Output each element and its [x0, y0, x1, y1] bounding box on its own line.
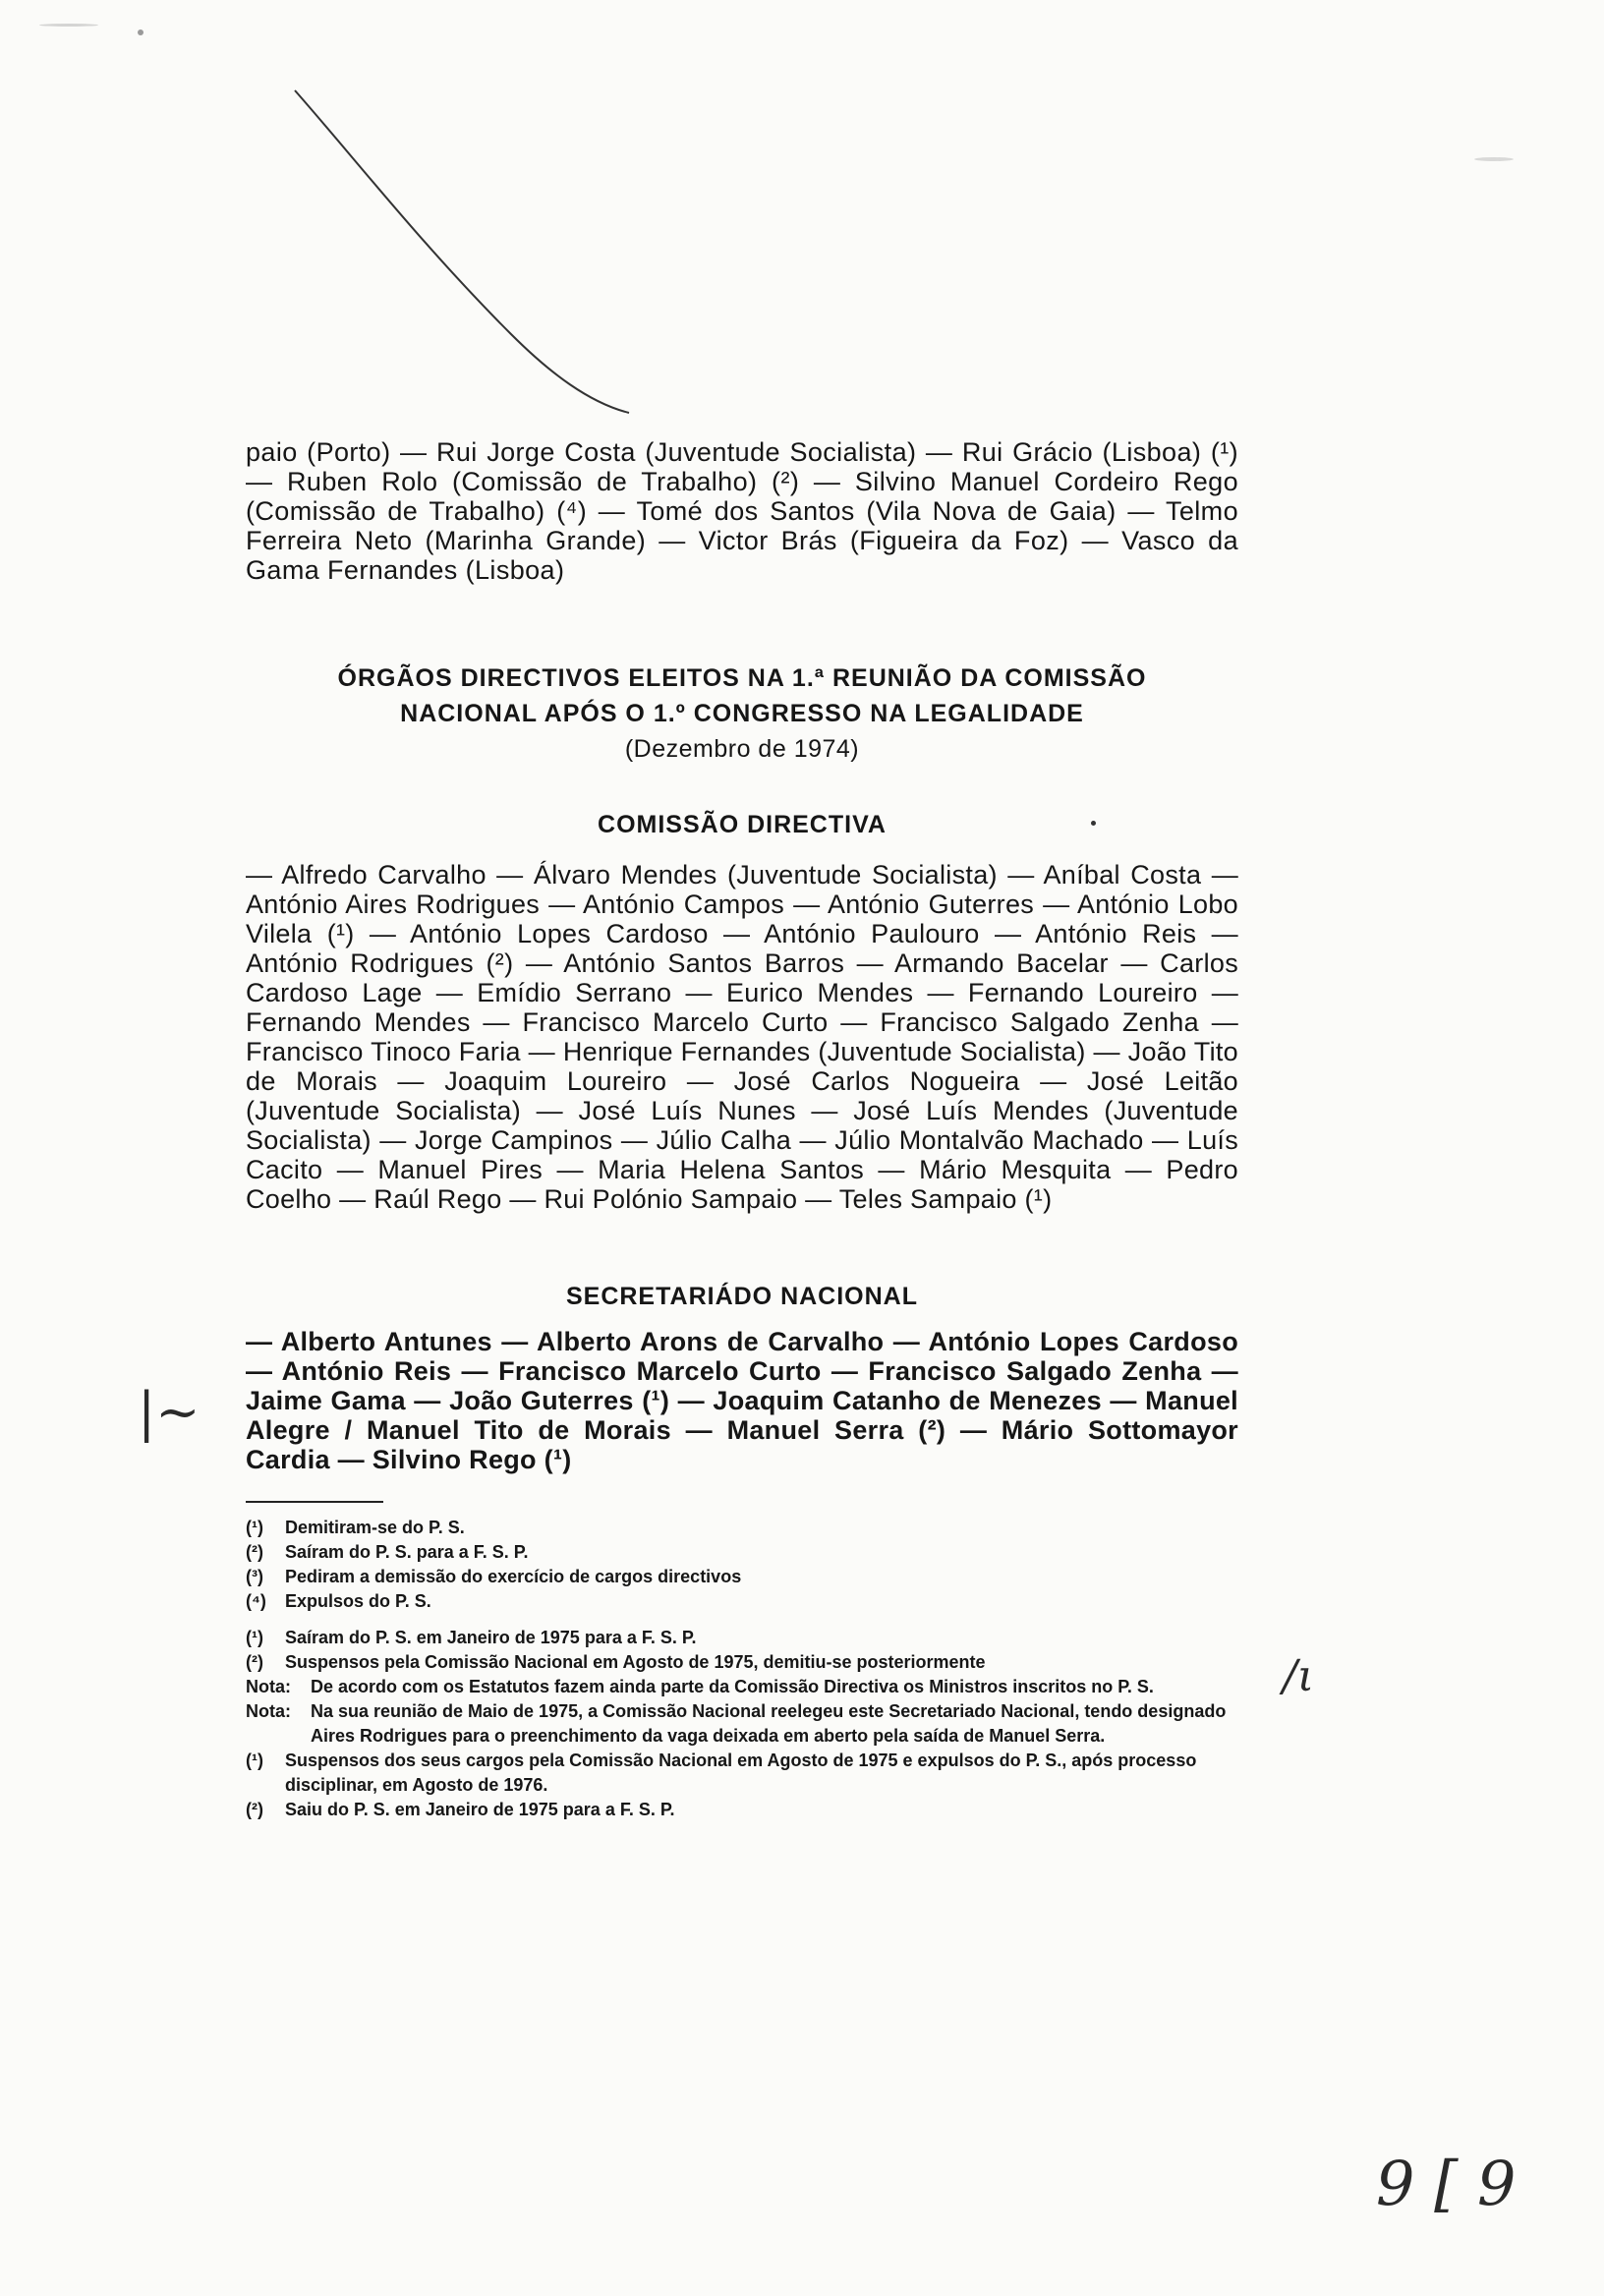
- pen-stroke-mark: [0, 0, 1604, 472]
- footnote: [246, 1650, 1238, 1675]
- secretariado-members: — Alberto Antunes — Alberto Arons de Carvalho — António Lopes Cardoso — António Reis — Francisco Marcelo Curto — Francisco Salgado Zenha — Jaime Gama — João Guterres (¹) — Joaquim Catanho de Menezes — Manuel Alegre / Manuel Tito de Morais — Manuel Serra (²) — Mário Sottomayor Cardia — Silvino Rego (¹): [246, 1327, 1238, 1474]
- heading-date: (Dezembro de 1974): [624, 735, 860, 763]
- footnote: [246, 1798, 1238, 1822]
- footnote-text: Saíram do P. S. em Janeiro de 1975 para a F. S. P.: [285, 1628, 697, 1647]
- footnote-text: Pediram a demissão do exercício de cargos directivos: [285, 1567, 742, 1586]
- scan-noise: [1474, 157, 1514, 161]
- footnote-nota: [246, 1675, 1238, 1699]
- footnote-mark: Nota:: [246, 1677, 291, 1696]
- footnote-mark: (¹): [246, 1518, 263, 1537]
- footnote: [246, 1565, 1238, 1589]
- footnote-nota: [246, 1699, 1238, 1749]
- footnote: [246, 1589, 1238, 1614]
- main-heading: [246, 660, 1238, 767]
- footnote-text: Demitiram-se do P. S.: [285, 1518, 465, 1537]
- footnote: [246, 1626, 1238, 1650]
- footnote: [246, 1749, 1238, 1798]
- footnote-text: Saiu do P. S. em Janeiro de 1975 para a F. S. P.: [285, 1800, 675, 1819]
- footnote-text: Suspensos dos seus cargos pela Comissão Nacional em Agosto de 1975 e expulsos do P. S., após processo disciplinar, em Agosto de 1976.: [285, 1751, 1197, 1795]
- comissao-directiva-members: — Alfredo Carvalho — Álvaro Mendes (Juventude Socialista) — Aníbal Costa — António Aires Rodrigues — António Campos — António Guterres — António Lobo Vilela (¹) — António Lopes Cardoso — António Paulouro — António Reis — António Rodrigues (²) — António Santos Barros — Armando Bacelar — Carlos Cardoso Lage — Emídio Serrano — Eurico Mendes — Fernando Loureiro — Fernando Mendes — Francisco Marcelo Curto — Francisco Salgado Zenha — Francisco Tinoco Faria — Henrique Fernandes (Juventude Socialista) — João Tito de Morais — Joaquim Loureiro — José Carlos Nogueira — José Leitão (Juventude Socialista) — José Luís Nunes — José Luís Mendes (Juventude Socialista) — Jorge Campinos — Júlio Calha — Júlio Montalvão Machado — Luís Cacito — Manuel Pires — Maria Helena Santos — Mário Mesquita — Pedro Coelho — Raúl Rego — Rui Polónio Sampaio — Teles Sampaio (¹): [246, 860, 1238, 1214]
- secretariado-title: SECRETARIÁDO NACIONAL: [565, 1283, 919, 1310]
- footnote-rule: [246, 1501, 383, 1503]
- footnote-text: Expulsos do P. S.: [285, 1591, 431, 1611]
- scan-noise: [39, 24, 98, 27]
- scan-noise: [138, 29, 143, 35]
- handwritten-right-mark: /ι: [1283, 1651, 1315, 1701]
- footnote-text: Suspensos pela Comissão Nacional em Agosto de 1975, demitiu-se posteriormente: [285, 1652, 986, 1672]
- footnote-mark: Nota:: [246, 1701, 291, 1721]
- footnote: [246, 1516, 1238, 1540]
- footnote: [246, 1540, 1238, 1565]
- footnote-mark: (³): [246, 1567, 263, 1586]
- footnote-text: Saíram do P. S. para a F. S. P.: [285, 1542, 529, 1562]
- footnote-mark: (⁴): [246, 1591, 266, 1611]
- handwritten-left-mark: |~: [138, 1381, 200, 1443]
- footnote-mark: (²): [246, 1652, 263, 1672]
- comissao-directiva-title: COMISSÃO DIRECTIVA: [598, 811, 887, 838]
- heading-line-1: ÓRGÃOS DIRECTIVOS ELEITOS NA 1.ª REUNIÃO DA COMISSÃO: [337, 664, 1147, 692]
- footnote-mark: (²): [246, 1800, 263, 1819]
- footnote-mark: (¹): [246, 1751, 263, 1770]
- heading-line-2: NACIONAL APÓS O 1.º CONGRESSO NA LEGALIDADE: [400, 700, 1084, 727]
- footnote-text: De acordo com os Estatutos fazem ainda parte da Comissão Directiva os Ministros inscritos no P. S.: [311, 1677, 1154, 1696]
- footnote-mark: (²): [246, 1542, 263, 1562]
- footnotes-block: [246, 1516, 1238, 1822]
- footnote-text: Na sua reunião de Maio de 1975, a Comissão Nacional reelegeu este Secretariado Nacional, tendo designado Aires Rodrigues para o preenchimento da vaga deixada em aberto pela saída de Manuel Serra.: [311, 1701, 1227, 1746]
- continuation-paragraph: [246, 437, 1238, 585]
- handwritten-page-number: 9 [ 9: [1376, 2148, 1517, 2219]
- footnote-mark: (¹): [246, 1628, 263, 1647]
- continuation-text: paio (Porto) — Rui Jorge Costa (Juventude Socialista) — Rui Grácio (Lisboa) (¹) — Ruben Rolo (Comissão de Trabalho) (²) — Silvino Manuel Cordeiro Rego (Comissão de Trabalho) (⁴) — Tomé dos Santos (Vila Nova de Gaia) — Telmo Ferreira Neto (Marinha Grande) — Victor Brás (Figueira da Foz) — Vasco da Gama Fernandes (Lisboa): [246, 437, 1238, 585]
